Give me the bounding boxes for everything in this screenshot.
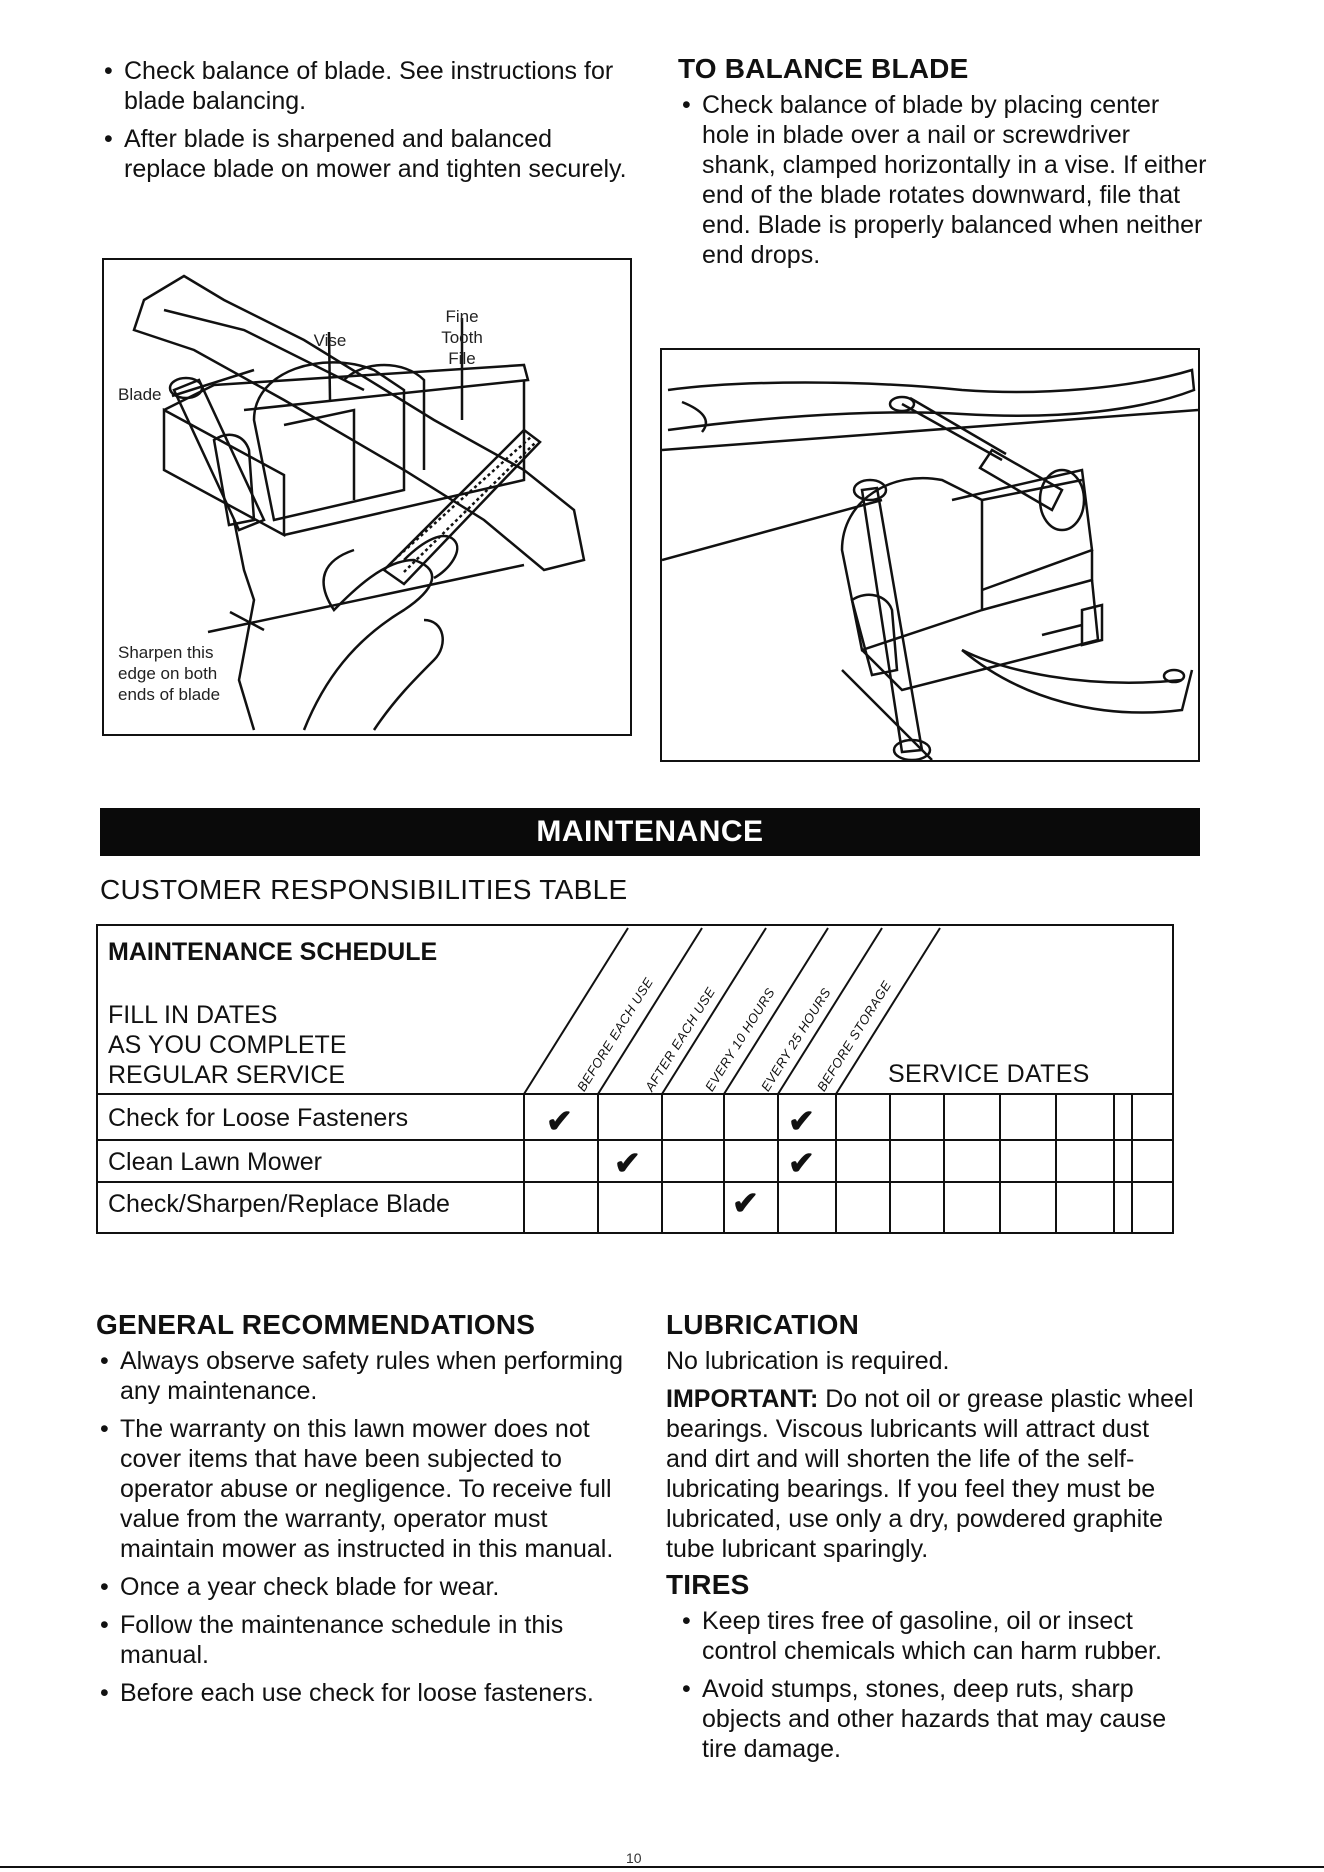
check-mark: ✔ [614, 1145, 641, 1181]
maintenance-table [96, 924, 1174, 1234]
fill-line: AS YOU COMPLETE [108, 1031, 347, 1059]
fill-in-dates-note [108, 1000, 347, 1090]
important-note [666, 1384, 1196, 1564]
sharpen-edge-label: Sharpen this edge on both ends of blade [118, 643, 221, 704]
check-mark: ✔ [788, 1145, 815, 1181]
balance-heading: TO BALANCE BLADE [678, 53, 969, 84]
lubrication-section [666, 1310, 1196, 1772]
lubrication-heading: LUBRICATION [666, 1309, 859, 1340]
fill-line: FILL IN DATES [108, 1001, 278, 1029]
list-item: • Before each use check for loose fasteners. [96, 1678, 636, 1708]
interval-header: BEFORE EACH USE [574, 974, 657, 1094]
check-mark: ✔ [788, 1103, 815, 1139]
important-text: Do not oil or grease plastic wheel bearings. Viscous lubricants will attract dust and dirt and will shorten the life of the self-lubricating bearings. If you feel they must be lubricated, use only a dry, powdered graphite tube lubricant sparingly. [666, 1385, 1194, 1563]
general-heading: GENERAL RECOMMENDATIONS [96, 1309, 536, 1340]
sharpen-instructions [100, 56, 640, 192]
sharpening-figure [102, 258, 632, 736]
table-row-label: Check for Loose Fasteners [108, 1104, 409, 1132]
general-recommendations [96, 1310, 636, 1716]
maintenance-banner: MAINTENANCE [100, 808, 1200, 856]
list-item: • Once a year check blade for wear. [96, 1572, 636, 1602]
lubrication-text: No lubrication is required. [666, 1347, 950, 1375]
list-item: • After blade is sharpened and balanced replace blade on mower and tighten securely. [100, 124, 640, 184]
schedule-title: MAINTENANCE SCHEDULE [108, 938, 438, 966]
tires-heading: TIRES [666, 1569, 750, 1600]
list-item: • Always observe safety rules when performing any maintenance. [96, 1346, 636, 1406]
list-item: • The warranty on this lawn mower does not cover items that have been subjected to operator abuse or negligence. To receive full value from the warranty, operator must maintain mower as instructed in this manual. [96, 1414, 636, 1564]
vise-label: Vise [313, 331, 347, 350]
file-label: Fine Tooth File [441, 307, 483, 368]
footer-rule [0, 1866, 1324, 1868]
table-title: CUSTOMER RESPONSIBILITIES TABLE [100, 874, 628, 905]
check-mark: ✔ [732, 1185, 759, 1221]
list-item: • Follow the maintenance schedule in this manual. [96, 1610, 636, 1670]
list-item: • Check balance of blade by placing center hole in blade over a nail or screwdriver shank, clamped horizontally in a vise. If either end of the blade rotates downward, file that end. Blade is properly balanced when neither end drops. [678, 90, 1208, 270]
fill-line: REGULAR SERVICE [108, 1061, 346, 1089]
balancing-illustration [662, 350, 1198, 760]
interval-header: EVERY 10 HOURS [702, 985, 778, 1094]
list-item: • Check balance of blade. See instructions for blade balancing. [100, 56, 640, 116]
blade-label: Blade [118, 385, 162, 404]
interval-header: EVERY 25 HOURS [758, 985, 834, 1094]
balance-section [678, 54, 1208, 278]
check-mark: ✔ [546, 1103, 573, 1139]
list-item: • Avoid stumps, stones, deep ruts, sharp objects and other hazards that may cause tire damage. [678, 1674, 1196, 1764]
table-row-label: Check/Sharpen/Replace Blade [108, 1190, 450, 1218]
interval-header: AFTER EACH USE [642, 984, 719, 1094]
balancing-figure [660, 348, 1200, 762]
interval-header: BEFORE STORAGE [814, 977, 895, 1094]
important-label: IMPORTANT: [666, 1385, 819, 1413]
page-number: 10 [626, 1850, 642, 1866]
service-dates-label: SERVICE DATES [888, 1060, 1090, 1088]
table-row-label: Clean Lawn Mower [108, 1148, 322, 1176]
list-item: • Keep tires free of gasoline, oil or insect control chemicals which can harm rubber. [678, 1606, 1196, 1666]
